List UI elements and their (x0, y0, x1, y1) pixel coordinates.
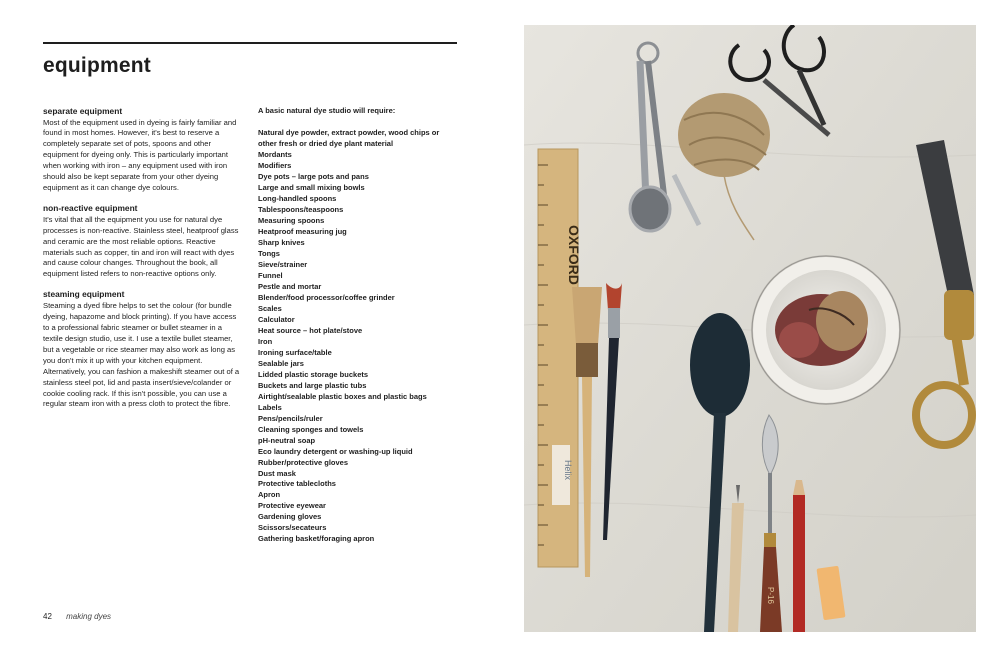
equipment-list-item: Modifiers (258, 160, 292, 170)
equipment-list-item: Long-handled spoons (258, 193, 337, 203)
equipment-list-item: Natural dye powder, extract powder, wood chips or other fresh or dried dye plant material (258, 127, 440, 148)
equipment-list-item: Heat source – hot plate/stove (258, 325, 363, 335)
equipment-list-item: Heatproof measuring jug (258, 226, 347, 236)
equipment-list-item: pH-neutral soap (258, 435, 316, 445)
section-separate-equipment (43, 106, 243, 194)
running-title: making dyes (66, 612, 112, 621)
equipment-list (258, 128, 458, 545)
equipment-list-item: Dye pots – large pots and pans (258, 171, 369, 181)
equipment-list-item: Gathering basket/foraging apron (258, 534, 375, 544)
equipment-list-item: Labels (258, 402, 282, 412)
page-title: equipment (43, 54, 151, 77)
equipment-list-item: Tongs (258, 248, 280, 258)
section-heading: separate equipment (43, 106, 123, 116)
equipment-list-item: Calculator (258, 314, 295, 324)
equipment-list-item: Tablespoons/teaspoons (258, 204, 344, 214)
list-intro: A basic natural dye studio will require: (258, 106, 396, 115)
equipment-list-item: Airtight/sealable plastic boxes and plastic bags (258, 391, 427, 401)
equipment-list-item: Iron (258, 336, 273, 346)
equipment-photo (524, 25, 976, 632)
equipment-list-item: Sieve/strainer (258, 259, 308, 269)
equipment-list-item: Dust mask (258, 468, 296, 478)
equipment-list-item: Protective tablecloths (258, 479, 336, 489)
equipment-list-item: Ironing surface/table (258, 347, 332, 357)
section-steaming-equipment (43, 289, 243, 410)
equipment-list-item: Lidded plastic storage buckets (258, 369, 369, 379)
equipment-list-item: Large and small mixing bowls (258, 182, 365, 192)
section-non-reactive-equipment (43, 203, 243, 280)
equipment-list-item: Pens/pencils/ruler (258, 413, 323, 423)
equipment-list-item: Eco laundry detergent or washing-up liquid (258, 446, 413, 456)
top-rule (43, 42, 457, 44)
left-column (43, 106, 243, 419)
section-body: Steaming a dyed fibre helps to set the colour (for bundle dyeing, hapazome and block printing). If you have access to a professional fabric steamer or bullet steamer in a textile design studio, use it. I use a textile bullet steamer, but a vegetable or rice steamer may also work as long as you don't mix it up with your kitchen equipment. Alternatively, you can fashion a makeshift steamer out of a stainless steel pot, lid and pasta insert/sieve/colander or cookie cooling rack. If this isn't possible, you can use a regular steam iron with a press cloth to protect the fibre. (43, 300, 240, 409)
equipment-list-item: Apron (258, 490, 281, 500)
ruler-brand-text: OXFORD (566, 225, 582, 285)
section-heading: steaming equipment (43, 289, 125, 300)
page-number: 42 (43, 612, 52, 621)
equipment-list-item: Scissors/secateurs (258, 523, 327, 533)
equipment-list-item: Sealable jars (258, 358, 304, 368)
equipment-list-item: Protective eyewear (258, 501, 326, 511)
page-footer (43, 612, 111, 621)
red-pencil-icon (793, 480, 805, 632)
equipment-list-item: Buckets and large plastic tubs (258, 380, 367, 390)
equipment-list-item: Scales (258, 303, 282, 313)
wooden-ruler-icon (538, 149, 582, 567)
equipment-list-item: Pestle and mortar (258, 281, 322, 291)
equipment-list-item: Cleaning sponges and towels (258, 424, 364, 434)
equipment-list-item: Blender/food processor/coffee grinder (258, 292, 395, 302)
equipment-list-item: Rubber/protective gloves (258, 457, 349, 467)
pencil-label-text: P-16 (766, 587, 775, 604)
section-body: Most of the equipment used in dyeing is fairly familiar and found in most homes. However, it's best to reserve a completely separate set of pots, spoons and other equipment for dyeing only. This is particularly important when working with iron – any equipment used with iron should also be kept separate from your other dyeing equipment as it can change dye colours. (43, 117, 237, 193)
equipment-list-item: Gardening gloves (258, 512, 322, 522)
equipment-list-item: Sharp knives (258, 237, 305, 247)
equipment-list-item: Measuring spoons (258, 215, 325, 225)
ruler-label-text: Helix (563, 460, 573, 481)
section-body: It's vital that all the equipment you use for natural dye processes is non-reactive. Stainless steel, heatproof glass and ceramic are the most reliable options. Reactive materials such as copper, tin and iron will react with dyes and cause colour changes. Throughout the book, all equipment listed refers to non-reactive options only. (43, 214, 239, 279)
equipment-list-item: Funnel (258, 270, 283, 280)
section-heading: non-reactive equipment (43, 203, 138, 214)
right-column (258, 106, 458, 545)
equipment-list-item: Mordants (258, 149, 292, 159)
